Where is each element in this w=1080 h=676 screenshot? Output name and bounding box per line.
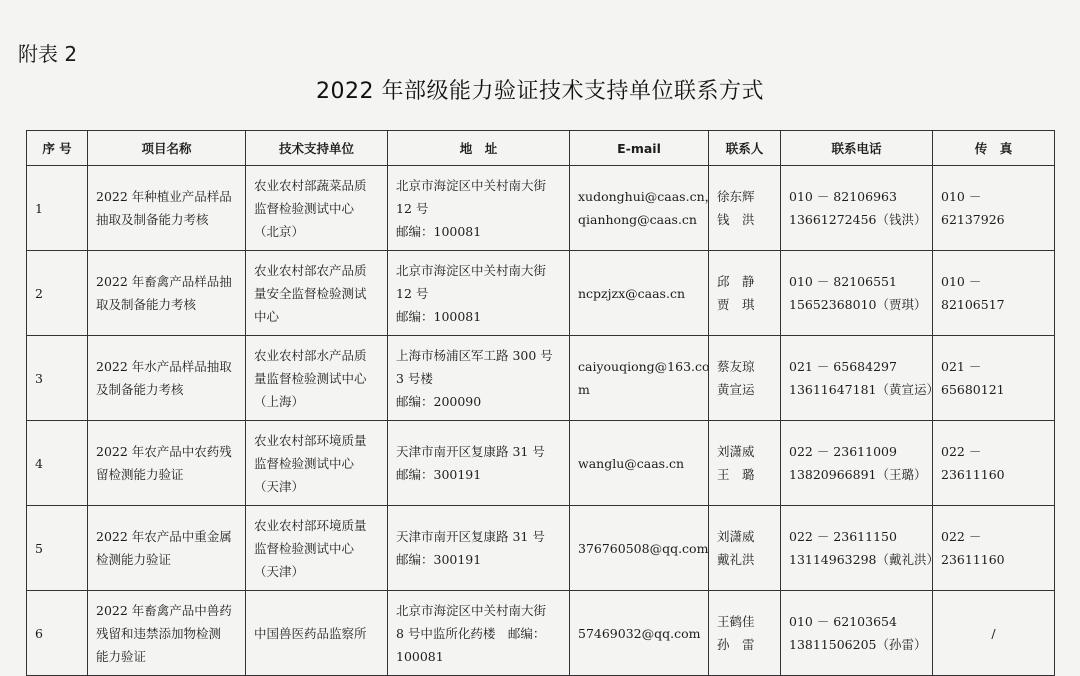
cell-email xyxy=(570,166,718,251)
cell-unit xyxy=(246,591,388,676)
header-email: E-mail xyxy=(570,131,709,166)
cell-contact-line: 贾 琪 xyxy=(717,297,755,312)
cell-phone xyxy=(781,591,933,676)
cell-contact-line: 邱 静 xyxy=(717,274,755,289)
cell-project-line: 取及制备能力考核 xyxy=(96,297,197,312)
cell-project-line: 2022 年畜禽产品中兽药 xyxy=(96,602,232,618)
cell-contact-line: 钱 洪 xyxy=(717,212,755,227)
cell-contact-line: 王 璐 xyxy=(717,467,755,482)
cell-unit-line: 农业农村部环境质量 xyxy=(254,517,367,533)
cell-address-line: 北京市海淀区中关村南大街 xyxy=(396,602,547,618)
cell-phone xyxy=(781,506,939,591)
cell-unit-line: 农业农村部蔬菜品质 xyxy=(254,177,367,193)
cell-project-line: 2022 年农产品中重金属 xyxy=(96,529,232,544)
cell-fax: 021 － 65680121 xyxy=(933,336,1055,421)
cell-address-line: 邮编：300191 xyxy=(396,552,482,567)
cell-address-line: 100081 xyxy=(396,648,444,664)
cell-address-line: 8 号中监所化药楼 邮编： xyxy=(396,625,546,641)
cell-phone xyxy=(781,166,933,251)
cell-email xyxy=(570,421,709,506)
cell-contact-line: 刘潇威 xyxy=(717,444,755,459)
cell-unit xyxy=(246,506,388,591)
cell-unit xyxy=(246,421,388,506)
cell-email xyxy=(570,506,709,591)
cell-project-line: 2022 年农产品中农药残 xyxy=(96,444,232,459)
cell-fax: 010 － 82106517 xyxy=(933,251,1055,336)
cell-project-line: 2022 年种植业产品样品 xyxy=(96,189,232,204)
cell-project xyxy=(88,336,246,421)
cell-unit-line: 监督检验测试中心 xyxy=(254,455,355,471)
cell-contact xyxy=(709,336,781,421)
cell-contact xyxy=(709,421,781,506)
cell-contact xyxy=(709,591,781,676)
cell-contact-line: 徐东辉 xyxy=(717,189,755,204)
table-row xyxy=(27,506,1055,591)
cell-unit xyxy=(246,251,388,336)
cell-unit-line: 农业农村部水产品质 xyxy=(254,347,367,363)
cell-unit-line: 农业农村部农产品质 xyxy=(254,262,367,278)
header-contact: 联系人 xyxy=(709,131,781,166)
cell-unit-line: 监督检验测试中心 xyxy=(254,540,355,556)
table-body xyxy=(27,166,1055,676)
cell-unit xyxy=(246,166,388,251)
cell-seq: 3 xyxy=(27,336,88,421)
cell-contact-line: 孙 雷 xyxy=(717,637,755,652)
header-seq: 序 号 xyxy=(27,131,88,166)
cell-unit-line: 中国兽医药品监察所 xyxy=(254,625,367,641)
cell-phone xyxy=(781,251,933,336)
cell-phone-line: 010 － 82106963 xyxy=(789,189,897,204)
header-phone: 联系电话 xyxy=(781,131,933,166)
cell-address-line: 3 号楼 xyxy=(396,370,433,386)
cell-seq: 2 xyxy=(27,251,88,336)
cell-seq: 1 xyxy=(27,166,88,251)
cell-unit-line: （上海） xyxy=(254,393,305,409)
cell-address-line: 天津市南开区复康路 31 号 xyxy=(396,444,545,459)
cell-email-line: wanglu@caas.cn xyxy=(578,455,685,471)
cell-project xyxy=(88,251,246,336)
cell-address-line: 邮编：100081 xyxy=(396,223,482,239)
cell-address-line: 上海市杨浦区军工路 300 号 xyxy=(396,347,553,363)
cell-address-line: 邮编：200090 xyxy=(396,393,482,409)
document-title: 2022 年部级能力验证技术支持单位联系方式 xyxy=(316,79,764,104)
cell-address-line: 12 号 xyxy=(396,285,429,301)
cell-phone-line: 13114963298（戴礼洪） xyxy=(789,552,939,567)
cell-contact xyxy=(709,251,781,336)
cell-unit-line: 量监督检验测试中心 xyxy=(254,370,367,386)
cell-email-line: caiyouqiong@163.co xyxy=(578,359,710,374)
cell-phone xyxy=(781,336,939,421)
cell-email-line: 57469032@qq.com xyxy=(578,625,701,641)
cell-contact xyxy=(709,166,781,251)
table-row xyxy=(27,421,1055,506)
cell-address-line: 邮编：300191 xyxy=(396,467,482,482)
cell-email xyxy=(570,251,709,336)
cell-address xyxy=(388,506,570,591)
cell-contact-line: 蔡友琼 xyxy=(717,359,755,374)
cell-phone-line: 010 － 82106551 xyxy=(789,274,897,289)
cell-fax: 022 － 23611160 xyxy=(933,506,1055,591)
cell-unit xyxy=(246,336,388,421)
cell-contact-line: 黄宣运 xyxy=(717,382,755,397)
cell-project-line: 检测能力验证 xyxy=(96,552,172,567)
table-row xyxy=(27,591,1055,676)
cell-address-line: 12 号 xyxy=(396,200,429,216)
cell-address-line: 北京市海淀区中关村南大街 xyxy=(396,177,547,193)
table-row xyxy=(27,251,1055,336)
cell-unit-line: 中心 xyxy=(254,308,280,324)
cell-unit-line: （北京） xyxy=(254,223,305,239)
cell-project-line: 留检测能力验证 xyxy=(96,467,184,482)
table-row xyxy=(27,336,1055,421)
cell-contact-line: 王鹤佳 xyxy=(717,614,755,629)
cell-seq: 5 xyxy=(27,506,88,591)
cell-phone-line: 15652368010（贾琪） xyxy=(789,297,927,312)
header-project: 项目名称 xyxy=(88,131,246,166)
cell-address-line: 邮编：100081 xyxy=(396,308,482,324)
cell-contact xyxy=(709,506,781,591)
cell-project-line: 残留和违禁添加物检测 xyxy=(96,625,222,641)
cell-phone-line: 010 － 62103654 xyxy=(789,614,897,629)
cell-phone-line: 022 － 23611150 xyxy=(789,529,897,544)
cell-project xyxy=(88,591,246,676)
cell-project-line: 2022 年畜禽产品样品抽 xyxy=(96,274,232,289)
cell-unit-line: 农业农村部环境质量 xyxy=(254,432,367,448)
cell-project xyxy=(88,166,246,251)
cell-address xyxy=(388,251,570,336)
contact-table xyxy=(26,130,1055,676)
cell-fax: 022 － 23611160 xyxy=(933,421,1055,506)
cell-phone-line: 022 － 23611009 xyxy=(789,444,897,459)
cell-unit-line: 量安全监督检验测试 xyxy=(254,285,367,301)
header-address: 地 址 xyxy=(388,131,570,166)
cell-project xyxy=(88,421,246,506)
cell-address xyxy=(388,336,570,421)
cell-phone-line: 13611647181（黄宣运） xyxy=(789,382,939,397)
cell-phone-line: 021 － 65684297 xyxy=(789,359,897,374)
cell-address-line: 北京市海淀区中关村南大街 xyxy=(396,262,547,278)
cell-phone-line: 13661272456（钱洪） xyxy=(789,212,927,227)
cell-unit-line: （天津） xyxy=(254,478,305,494)
cell-email xyxy=(570,591,709,676)
cell-phone-line: 13820966891（王璐） xyxy=(789,467,927,482)
cell-seq: 6 xyxy=(27,591,88,676)
cell-address xyxy=(388,166,570,251)
cell-address-line: 天津市南开区复康路 31 号 xyxy=(396,529,545,544)
cell-project-line: 及制备能力考核 xyxy=(96,382,184,397)
cell-project-line: 2022 年水产品样品抽取 xyxy=(96,359,232,374)
cell-email-line: xudonghui@caas.cn， xyxy=(578,189,718,204)
cell-address xyxy=(388,591,570,676)
cell-email xyxy=(570,336,709,421)
attachment-label: 附表 2 xyxy=(18,42,78,66)
cell-project-line: 能力验证 xyxy=(96,648,147,664)
table-header-row xyxy=(27,131,1055,166)
cell-email-line: 376760508@qq.com xyxy=(578,540,709,556)
cell-phone xyxy=(781,421,933,506)
cell-phone-line: 13811506205（孙雷） xyxy=(789,637,927,652)
cell-email-line: qianhong@caas.cn xyxy=(578,212,697,227)
cell-email-line: ncpzjzx@caas.cn xyxy=(578,285,685,301)
cell-project xyxy=(88,506,246,591)
cell-address xyxy=(388,421,570,506)
cell-contact-line: 戴礼洪 xyxy=(717,552,755,567)
cell-fax: 010 － 62137926 xyxy=(933,166,1055,251)
cell-unit-line: 监督检验测试中心 xyxy=(254,200,355,216)
cell-unit-line: （天津） xyxy=(254,563,305,579)
table-row xyxy=(27,166,1055,251)
cell-project-line: 抽取及制备能力考核 xyxy=(96,212,209,227)
cell-email-line: m xyxy=(578,382,590,397)
cell-seq: 4 xyxy=(27,421,88,506)
cell-contact-line: 刘潇威 xyxy=(717,529,755,544)
header-fax: 传 真 xyxy=(933,131,1055,166)
cell-fax: / xyxy=(933,591,1055,676)
header-unit: 技术支持单位 xyxy=(246,131,388,166)
